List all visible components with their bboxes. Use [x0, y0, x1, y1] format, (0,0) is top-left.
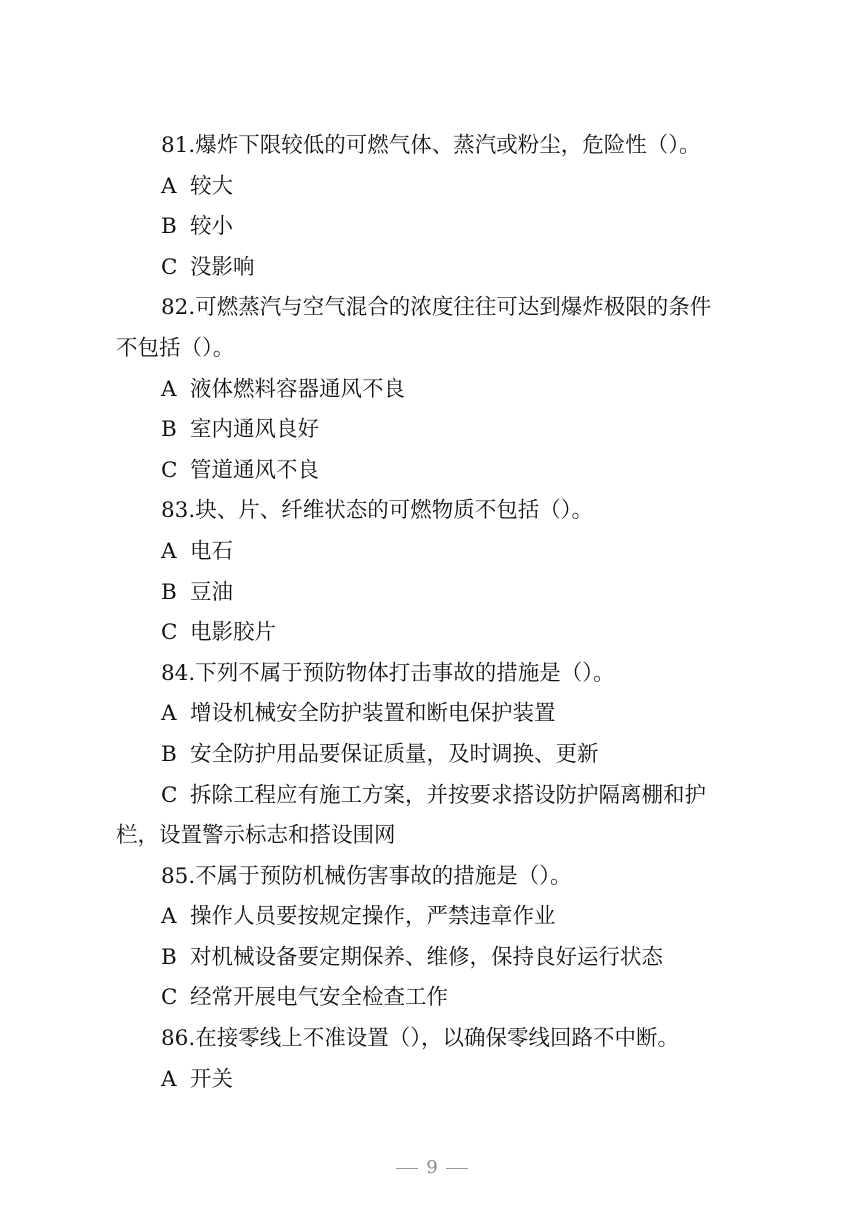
option-letter: C: [161, 457, 178, 483]
question-82-text: 82.可燃蒸汽与空气混合的浓度往往可达到爆炸极限的条件: [161, 295, 712, 321]
question-85-text: 85.不属于预防机械伤害事故的措施是（）。: [161, 863, 572, 889]
page-number: 9: [426, 1157, 438, 1178]
question-81-option-a[interactable]: [116, 167, 752, 208]
question-82-option-c[interactable]: [116, 451, 752, 492]
option-text: 对机械设备要定期保养、维修，保持良好运行状态: [190, 944, 664, 970]
question-85-option-b[interactable]: [116, 938, 752, 979]
option-text: 豆油: [190, 579, 234, 605]
option-text: 增设机械安全防护装置和断电保护装置: [190, 701, 556, 727]
option-letter: B: [161, 214, 177, 240]
question-85-option-a[interactable]: [116, 897, 752, 938]
option-text: 开关: [190, 1066, 234, 1092]
question-83-text: 83.块、片、纤维状态的可燃物质不包括（）。: [161, 498, 593, 524]
question-83-option-c[interactable]: [116, 613, 752, 654]
option-letter: A: [161, 538, 177, 564]
question-81-text: 81.爆炸下限较低的可燃气体、蒸汽或粉尘，危险性（）。: [161, 133, 701, 158]
option-text: 经常开展电气安全检查工作: [190, 985, 449, 1011]
option-text: 操作人员要按规定操作，严禁违章作业: [190, 904, 556, 930]
option-letter: A: [161, 1066, 177, 1092]
option-letter: A: [161, 376, 177, 402]
option-letter: C: [161, 254, 178, 280]
question-86-text: 86.在接零线上不准设置（），以确保零线回路不中断。: [161, 1026, 679, 1052]
question-83-option-b[interactable]: [116, 573, 752, 614]
option-letter: C: [161, 985, 178, 1011]
question-83-option-a[interactable]: [116, 532, 752, 573]
question-list: [116, 126, 752, 1100]
question-84-option-c[interactable]: [116, 776, 752, 817]
question-84-text: 84.下列不属于预防物体打击事故的措施是（）。: [161, 660, 615, 686]
footer-dash-right: [446, 1168, 468, 1169]
option-letter: C: [161, 620, 178, 646]
option-text: 较大: [190, 173, 234, 199]
question-81-option-c[interactable]: [116, 248, 752, 289]
option-letter: A: [161, 904, 177, 930]
option-letter: B: [161, 944, 177, 970]
option-letter: B: [161, 579, 177, 605]
option-text: 没影响: [190, 254, 255, 280]
option-text: 液体燃料容器通风不良: [190, 376, 406, 402]
option-text: 安全防护用品要保证质量，及时调换、更新: [190, 741, 599, 767]
question-82-option-b[interactable]: [116, 410, 752, 451]
option-text: 较小: [190, 214, 234, 240]
option-letter: B: [161, 417, 177, 443]
question-82-option-a[interactable]: [116, 370, 752, 411]
question-84-option-a[interactable]: [116, 694, 752, 735]
option-letter: B: [161, 741, 177, 767]
option-text: 电影胶片: [190, 620, 277, 646]
option-text: 室内通风良好: [190, 417, 320, 443]
question-86-option-a[interactable]: [116, 1060, 752, 1101]
option-text: 拆除工程应有施工方案，并按要求搭设防护隔离棚和护: [190, 782, 707, 808]
footer-dash-left: [396, 1168, 418, 1169]
option-letter: A: [161, 173, 177, 199]
question-85-option-c[interactable]: [116, 978, 752, 1019]
question-81-option-b[interactable]: [116, 207, 752, 248]
option-letter: C: [161, 782, 178, 808]
option-letter: A: [161, 701, 177, 727]
option-text: 管道通风不良: [190, 457, 320, 483]
question-84-option-b[interactable]: [116, 735, 752, 776]
page-footer: [0, 1156, 864, 1180]
option-text: 电石: [190, 538, 234, 564]
question-82-text-continuation: 不包括（）。: [116, 335, 235, 361]
question-84-option-c-continuation: 栏，设置警示标志和搭设围网: [116, 823, 396, 849]
